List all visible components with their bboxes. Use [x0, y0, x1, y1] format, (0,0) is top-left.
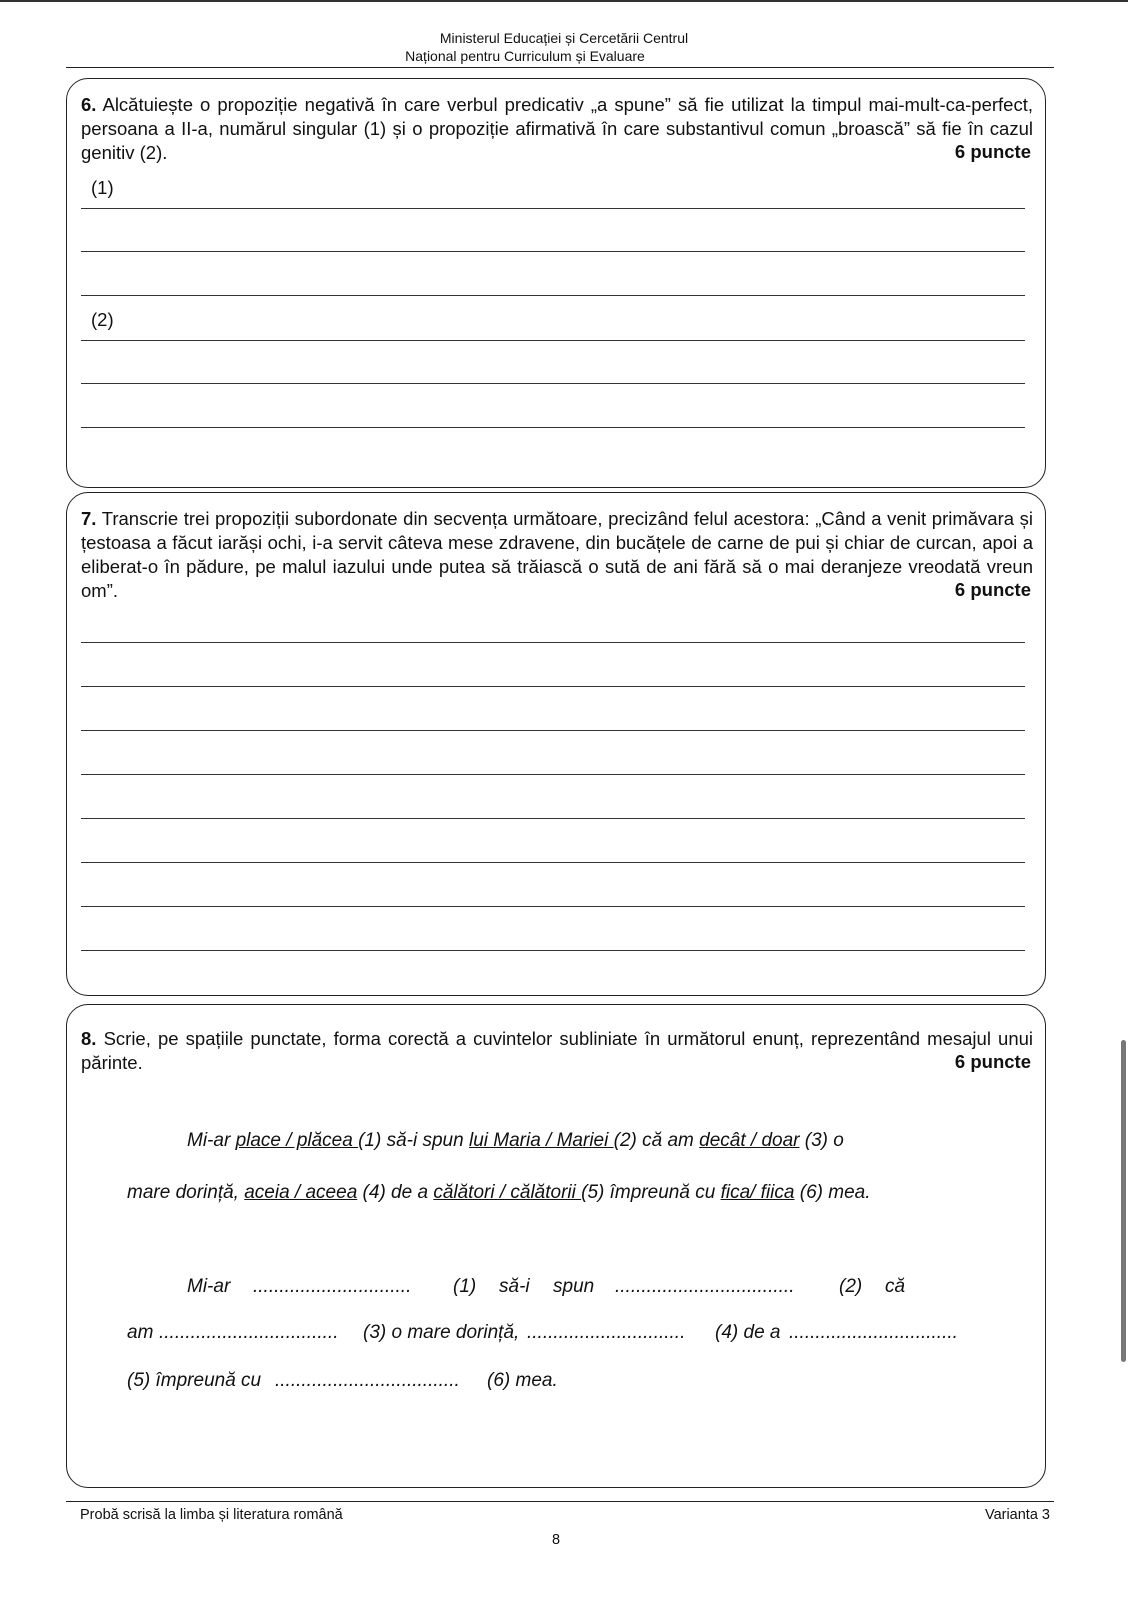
- scrollbar[interactable]: [1121, 1040, 1126, 1362]
- fill-text: că: [885, 1276, 906, 1297]
- fill-blank-6[interactable]: ...................................: [275, 1370, 460, 1391]
- fill-blank-5[interactable]: ................................: [789, 1322, 958, 1343]
- answer-line[interactable]: [81, 774, 1025, 775]
- fill-text: (4) de a: [715, 1322, 781, 1343]
- answer-label-1: (1): [91, 177, 114, 198]
- footer-right: Varianta 3: [984, 1507, 1050, 1523]
- fill-text: (1): [453, 1276, 477, 1297]
- question-6-points: 6 puncte: [954, 141, 1031, 162]
- answer-line[interactable]: [81, 295, 1025, 296]
- question-8-box: [66, 1004, 1046, 1488]
- text-segment: (1) să-i spun: [358, 1130, 469, 1151]
- underlined-word-3: decât / doar: [699, 1130, 800, 1151]
- footer-left: Probă scrisă la limba și literatura română: [80, 1507, 343, 1523]
- fill-blank-4[interactable]: ..............................: [527, 1322, 686, 1343]
- fill-text: (6) mea.: [487, 1370, 558, 1391]
- header-line-1: Ministerul Educației și Cercetării Centrul: [439, 30, 689, 46]
- underlined-word-6: fica/ fiica: [720, 1182, 795, 1203]
- question-7-box: [66, 492, 1046, 996]
- answer-label-2: (2): [91, 309, 114, 330]
- question-6-body: Alcătuiește o propoziție negativă în care verbul predicativ „a spune” să fie utilizat la timpul mai-mult-ca-perfect, persoana a II-a, numărul singular (1) și o propoziție afirmativă în care substantivul comun „broască” să fie în cazul genitiv (2).: [81, 94, 1034, 163]
- header-rule: [66, 67, 1054, 68]
- answer-line[interactable]: [81, 906, 1025, 907]
- question-6-number: 6.: [81, 94, 97, 115]
- answer-line[interactable]: [81, 427, 1025, 428]
- text-segment: (5) împreună cu: [581, 1182, 721, 1203]
- question-8-text: [81, 1027, 1033, 1075]
- fill-blank-3[interactable]: ..................................: [159, 1322, 339, 1343]
- answer-line[interactable]: [81, 950, 1025, 951]
- text-segment: (3) o: [799, 1130, 844, 1151]
- question-8-points: 6 puncte: [954, 1051, 1031, 1072]
- question-6-text: [81, 93, 1033, 165]
- text-segment: (2) că am: [613, 1130, 700, 1151]
- answer-line[interactable]: [81, 251, 1025, 252]
- text-segment: (6) mea.: [794, 1182, 871, 1203]
- answer-line[interactable]: [81, 730, 1025, 731]
- question-7-number: 7.: [81, 508, 97, 529]
- answer-line[interactable]: [81, 686, 1025, 687]
- page-number: 8: [552, 1532, 561, 1548]
- fill-blank-2[interactable]: ..................................: [615, 1276, 795, 1297]
- question-8-body: Scrie, pe spațiile punctate, forma corectă a cuvintelor subliniate în următorul enunț, reprezentând mesajul unui părinte.: [81, 1028, 1034, 1073]
- text-segment: (4) de a: [357, 1182, 434, 1203]
- answer-line[interactable]: [81, 383, 1025, 384]
- fill-text: Mi-ar: [187, 1276, 231, 1297]
- underlined-word-5: călători / călătorii: [433, 1182, 582, 1203]
- fill-text: să-i: [499, 1276, 530, 1297]
- header-line-2: Național pentru Curriculum și Evaluare: [405, 48, 645, 64]
- underlined-word-2: lui Maria / Mariei: [468, 1130, 614, 1151]
- answer-line[interactable]: [81, 862, 1025, 863]
- fill-text: spun: [553, 1276, 595, 1297]
- fill-text: (5) împreună cu: [127, 1370, 262, 1391]
- fill-text: am: [127, 1322, 154, 1343]
- text-segment: Mi-ar: [187, 1130, 236, 1151]
- question-7-body: Transcrie trei propoziții subordonate din secvența următoare, precizând felul acestora: „Când a venit primăvara și țestoasa a făcut iarăși ochi, i-a servit câteva mese zdravene, din bucățele de carne de pui și chiar de curcan, apoi a eliberat-o în pădure, pe malul iazului unde putea să trăiască o sută de ani fără să o mai deranjeze vreodată vreun om”.: [81, 508, 1034, 601]
- question-6-box: [66, 78, 1046, 488]
- underlined-word-1: place / plăcea: [235, 1130, 359, 1151]
- fill-text: (2): [839, 1276, 863, 1297]
- sentence-line-1: [187, 1129, 844, 1153]
- top-border: [0, 0, 1128, 2]
- footer-rule: [66, 1501, 1054, 1502]
- fill-blank-1[interactable]: ..............................: [253, 1276, 412, 1297]
- sentence-line-2: [127, 1181, 871, 1205]
- question-8-number: 8.: [81, 1028, 97, 1049]
- underlined-word-4: aceia / aceea: [244, 1182, 358, 1203]
- answer-line[interactable]: [81, 340, 1025, 341]
- answer-line[interactable]: [81, 208, 1025, 209]
- fill-text: (3) o mare dorință,: [363, 1322, 520, 1343]
- question-7-points: 6 puncte: [954, 579, 1031, 600]
- question-7-text: [81, 507, 1033, 603]
- text-segment: mare dorință,: [127, 1182, 245, 1203]
- answer-line[interactable]: [81, 818, 1025, 819]
- answer-line[interactable]: [81, 642, 1025, 643]
